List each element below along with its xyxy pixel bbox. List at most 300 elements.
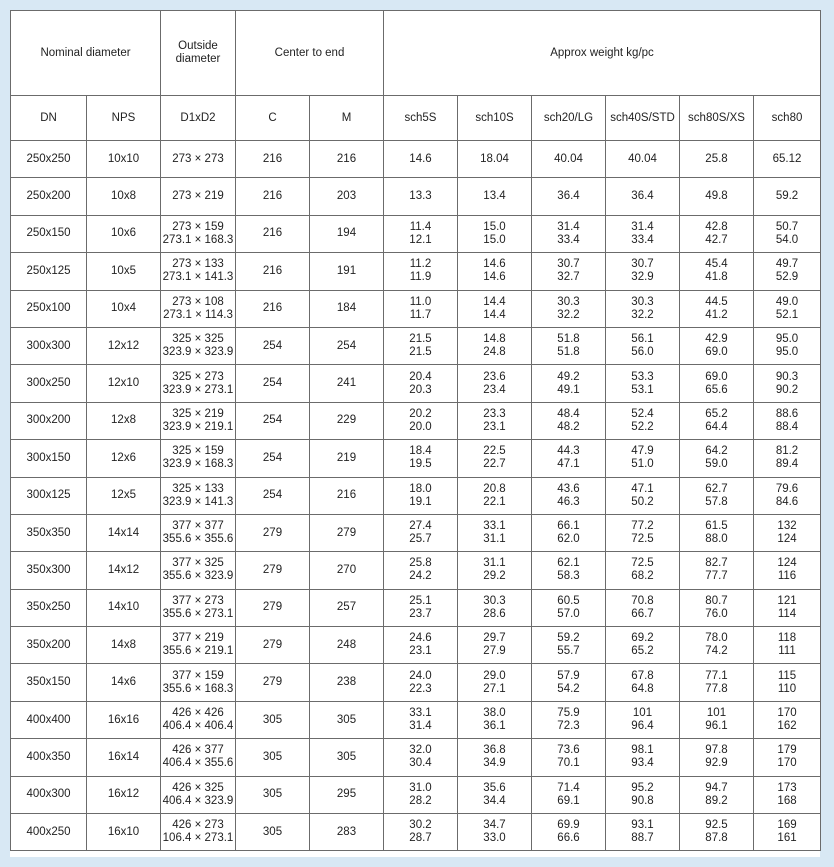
cell-line: 71.4 (557, 781, 580, 794)
cell-m: 203 (310, 178, 384, 215)
cell-s5 (384, 178, 458, 215)
cell-line: 70.8 (631, 594, 654, 607)
cell-s40 (606, 327, 680, 364)
cell-nps: 10x6 (87, 215, 161, 252)
cell-line: 161 (777, 832, 797, 845)
cell-line: 24.8 (483, 346, 506, 359)
cell-c: 254 (236, 477, 310, 514)
cell-s10 (458, 477, 532, 514)
cell-line: 11.0 (409, 295, 432, 308)
cell-line: 325 × 219 (172, 407, 224, 420)
cell-line: 33.4 (557, 233, 580, 246)
cell-line: 273 × 108 (172, 295, 224, 308)
cell-od (161, 739, 236, 776)
cell-line: 24.6 (409, 632, 432, 645)
cell-s80s (680, 365, 754, 402)
cell-line: 31.4 (409, 720, 432, 733)
cell-line: 22.5 (483, 445, 506, 458)
cell-nps: 16x12 (87, 776, 161, 813)
cell-s10 (458, 178, 532, 215)
cell-c: 279 (236, 552, 310, 589)
cell-line: 169 (777, 819, 797, 832)
cell-line: 70.1 (557, 757, 580, 770)
cell-line: 426 × 273 (172, 819, 224, 832)
table-body (11, 141, 821, 851)
cell-line: 77.1 (705, 669, 728, 682)
cell-line: 49.2 (557, 370, 580, 383)
table-row (11, 627, 821, 664)
cell-c: 279 (236, 627, 310, 664)
cell-line: 27.4 (409, 520, 432, 533)
cell-line: 31.4 (557, 220, 580, 233)
cell-s80 (754, 514, 821, 551)
cell-line: 30.7 (631, 258, 654, 271)
cell-c: 305 (236, 739, 310, 776)
cell-s20 (532, 814, 606, 851)
cell-od (161, 253, 236, 290)
cell-line: 55.7 (557, 645, 580, 658)
cell-line: 75.9 (557, 707, 580, 720)
cell-line: 88.0 (705, 533, 728, 546)
column-header: M (310, 96, 384, 141)
cell-line: 74.2 (705, 645, 728, 658)
cell-s5 (384, 589, 458, 626)
cell-line: 62.0 (557, 533, 580, 546)
cell-line: 98.1 (631, 744, 654, 757)
cell-line: 47.9 (631, 445, 654, 458)
cell-m: 191 (310, 253, 384, 290)
cell-s80 (754, 739, 821, 776)
cell-line: 14.8 (483, 333, 506, 346)
cell-s80s (680, 402, 754, 439)
cell-s5 (384, 290, 458, 327)
cell-s80s (680, 589, 754, 626)
cell-s10 (458, 253, 532, 290)
cell-s5 (384, 627, 458, 664)
cell-line: 43.6 (557, 482, 580, 495)
cell-c: 216 (236, 178, 310, 215)
cell-s80 (754, 701, 821, 738)
cell-s20 (532, 327, 606, 364)
cell-s80s (680, 514, 754, 551)
cell-s5 (384, 365, 458, 402)
cell-line: 57.9 (557, 669, 580, 682)
cell-line: 64.8 (631, 682, 654, 695)
cell-c: 254 (236, 327, 310, 364)
cell-m: 241 (310, 365, 384, 402)
header-center-to-end: Center to end (236, 11, 384, 96)
cell-line: 355.6 × 355.6 (162, 533, 234, 546)
cell-line: 31.4 (631, 220, 654, 233)
cell-s20 (532, 290, 606, 327)
cell-line: 77.8 (705, 682, 728, 695)
column-header: D1xD2 (161, 96, 236, 141)
cell-s80 (754, 776, 821, 813)
cell-s20 (532, 664, 606, 701)
cell-nps: 16x14 (87, 739, 161, 776)
cell-s80 (754, 402, 821, 439)
cell-nps: 10x4 (87, 290, 161, 327)
cell-line: 64.4 (705, 420, 728, 433)
cell-line: 50.2 (631, 495, 654, 508)
cell-line: 87.8 (705, 832, 728, 845)
cell-line: 33.4 (631, 233, 654, 246)
cell-line: 88.4 (775, 420, 799, 433)
cell-m: 283 (310, 814, 384, 851)
cell-line: 11.4 (409, 220, 432, 233)
cell-line: 116 (777, 570, 797, 583)
column-header: DN (11, 96, 87, 141)
cell-line: 69.0 (705, 346, 728, 359)
cell-s80 (754, 365, 821, 402)
cell-line: 32.0 (409, 744, 432, 757)
table-row (11, 514, 821, 551)
cell-s20 (532, 215, 606, 252)
cell-od (161, 589, 236, 626)
cell-s10 (458, 402, 532, 439)
cell-dn: 350x300 (11, 552, 87, 589)
cell-line: 89.2 (705, 794, 728, 807)
cell-line: 65.6 (705, 383, 728, 396)
cell-s80 (754, 141, 821, 178)
cell-c: 305 (236, 701, 310, 738)
cell-line: 30.3 (631, 295, 654, 308)
cell-line: 52.1 (775, 308, 799, 321)
cell-line: 51.8 (557, 333, 580, 346)
cell-dn: 350x250 (11, 589, 87, 626)
table-row (11, 215, 821, 252)
cell-line: 121 (777, 594, 797, 607)
cell-s40 (606, 589, 680, 626)
table-row (11, 701, 821, 738)
cell-s40 (606, 365, 680, 402)
cell-s40 (606, 215, 680, 252)
cell-line: 93.4 (631, 757, 654, 770)
cell-line: 426 × 426 (172, 707, 224, 720)
cell-s80 (754, 215, 821, 252)
cell-s10 (458, 776, 532, 813)
header-approx-weight: Approx weight kg/pc (384, 11, 821, 96)
cell-s80 (754, 552, 821, 589)
cell-s40 (606, 141, 680, 178)
cell-line: 24.0 (409, 669, 432, 682)
cell-line: 34.9 (483, 757, 506, 770)
cell-m: 194 (310, 215, 384, 252)
cell-s40 (606, 664, 680, 701)
cell-line: 13.3 (409, 190, 432, 203)
cell-line: 50.7 (775, 220, 799, 233)
cell-line: 406.4 × 355.6 (162, 757, 234, 770)
cell-line: 24.2 (409, 570, 432, 583)
cell-line: 173 (777, 781, 797, 794)
cell-line: 89.4 (775, 458, 799, 471)
cell-m: 279 (310, 514, 384, 551)
cell-s80 (754, 814, 821, 851)
cell-line: 80.7 (705, 594, 728, 607)
cell-line: 30.2 (409, 819, 432, 832)
cell-s20 (532, 776, 606, 813)
cell-line: 27.1 (483, 682, 506, 695)
cell-line: 426 × 325 (172, 781, 224, 794)
cell-s80s (680, 141, 754, 178)
cell-c: 279 (236, 664, 310, 701)
cell-line: 162 (777, 720, 797, 733)
cell-s80 (754, 589, 821, 626)
cell-s80s (680, 776, 754, 813)
cell-line: 23.3 (483, 407, 506, 420)
cell-nps: 10x8 (87, 178, 161, 215)
cell-s20 (532, 365, 606, 402)
column-header: sch40S/STD (606, 96, 680, 141)
cell-line: 179 (777, 744, 797, 757)
cell-nps: 14x14 (87, 514, 161, 551)
cell-line: 377 × 325 (172, 557, 224, 570)
cell-m: 254 (310, 327, 384, 364)
cell-line: 15.0 (483, 220, 506, 233)
cell-nps: 14x12 (87, 552, 161, 589)
cell-s80 (754, 477, 821, 514)
cell-line: 323.9 × 323.9 (162, 346, 234, 359)
cell-c: 305 (236, 776, 310, 813)
cell-line: 52.2 (631, 420, 654, 433)
cell-s10 (458, 627, 532, 664)
cell-line: 90.2 (775, 383, 799, 396)
cell-s80s (680, 327, 754, 364)
cell-od (161, 552, 236, 589)
table-row (11, 552, 821, 589)
cell-c: 216 (236, 253, 310, 290)
cell-line: 11.2 (409, 258, 432, 271)
cell-od (161, 776, 236, 813)
cell-line: 19.5 (409, 458, 432, 471)
cell-line: 11.9 (409, 271, 432, 284)
cell-line: 23.7 (409, 607, 432, 620)
cell-nps: 12x5 (87, 477, 161, 514)
cell-line: 377 × 159 (172, 669, 224, 682)
cell-line: 124 (777, 533, 797, 546)
cell-s80s (680, 664, 754, 701)
cell-line: 30.3 (557, 295, 580, 308)
cell-line: 78.0 (705, 632, 728, 645)
cell-line: 325 × 133 (172, 482, 224, 495)
cell-s5 (384, 440, 458, 477)
cell-line: 72.5 (631, 533, 654, 546)
cell-line: 29.2 (483, 570, 506, 583)
cell-line: 21.5 (409, 346, 432, 359)
cell-line: 94.7 (705, 781, 728, 794)
cell-line: 96.1 (705, 720, 728, 733)
cell-m: 219 (310, 440, 384, 477)
cell-line: 101 (632, 707, 653, 720)
cell-s20 (532, 627, 606, 664)
cell-s80s (680, 253, 754, 290)
cell-s40 (606, 814, 680, 851)
cell-dn: 300x300 (11, 327, 87, 364)
cell-dn: 400x300 (11, 776, 87, 813)
cell-dn: 350x150 (11, 664, 87, 701)
header-nominal-diameter: Nominal diameter (11, 11, 161, 96)
cell-line: 18.4 (409, 445, 432, 458)
cell-line: 273 × 159 (172, 220, 224, 233)
cell-s10 (458, 215, 532, 252)
cell-line: 33.1 (409, 707, 432, 720)
cell-line: 77.7 (705, 570, 728, 583)
cell-line: 11.7 (409, 308, 432, 321)
cell-s10 (458, 589, 532, 626)
pipe-fitting-table (10, 10, 821, 851)
cell-line: 355.6 × 219.1 (162, 645, 234, 658)
cell-line: 53.3 (631, 370, 654, 383)
cell-line: 97.8 (705, 744, 728, 757)
cell-line: 377 × 273 (172, 594, 224, 607)
column-header: sch10S (458, 96, 532, 141)
cell-s80s (680, 701, 754, 738)
cell-s80 (754, 664, 821, 701)
cell-m: 238 (310, 664, 384, 701)
cell-m: 305 (310, 701, 384, 738)
table-row (11, 253, 821, 290)
column-header: NPS (87, 96, 161, 141)
cell-line: 273 × 273 (172, 152, 224, 165)
cell-dn: 350x350 (11, 514, 87, 551)
cell-c: 216 (236, 290, 310, 327)
cell-line: 110 (777, 682, 797, 695)
cell-line: 28.6 (483, 607, 506, 620)
cell-line: 65.2 (705, 407, 728, 420)
cell-line: 40.04 (628, 152, 657, 165)
cell-nps: 12x6 (87, 440, 161, 477)
cell-s40 (606, 178, 680, 215)
cell-dn: 400x350 (11, 739, 87, 776)
cell-od (161, 327, 236, 364)
cell-nps: 14x6 (87, 664, 161, 701)
cell-line: 57.0 (557, 607, 580, 620)
cell-line: 41.2 (705, 308, 728, 321)
cell-nps: 14x10 (87, 589, 161, 626)
cell-line: 66.7 (631, 607, 654, 620)
cell-line: 95.2 (631, 781, 654, 794)
cell-line: 68.2 (631, 570, 654, 583)
cell-line: 62.1 (557, 557, 580, 570)
column-header: sch80S/XS (680, 96, 754, 141)
cell-line: 59.0 (705, 458, 728, 471)
cell-line: 32.7 (557, 271, 580, 284)
cell-c: 279 (236, 589, 310, 626)
cell-line: 57.8 (705, 495, 728, 508)
table-row (11, 664, 821, 701)
column-header: sch5S (384, 96, 458, 141)
cell-line: 66.6 (557, 832, 580, 845)
cell-line: 76.0 (705, 607, 728, 620)
cell-line: 56.1 (631, 333, 654, 346)
cell-m: 229 (310, 402, 384, 439)
cell-line: 19.1 (409, 495, 432, 508)
cell-line: 170 (777, 757, 797, 770)
cell-s80 (754, 253, 821, 290)
cell-line: 23.1 (409, 645, 432, 658)
cell-line: 32.2 (557, 308, 580, 321)
cell-s5 (384, 514, 458, 551)
cell-s20 (532, 402, 606, 439)
cell-s10 (458, 739, 532, 776)
cell-line: 20.2 (409, 407, 432, 420)
cell-line: 28.2 (409, 794, 432, 807)
cell-line: 36.8 (483, 744, 506, 757)
cell-line: 14.4 (483, 308, 506, 321)
cell-s80s (680, 215, 754, 252)
cell-line: 64.2 (705, 445, 728, 458)
cell-s80 (754, 440, 821, 477)
table-row (11, 290, 821, 327)
cell-line: 406.4 × 323.9 (162, 794, 234, 807)
cell-m: 184 (310, 290, 384, 327)
cell-dn: 250x100 (11, 290, 87, 327)
cell-line: 377 × 219 (172, 632, 224, 645)
cell-line: 29.0 (483, 669, 506, 682)
cell-line: 90.3 (775, 370, 799, 383)
cell-dn: 250x125 (11, 253, 87, 290)
cell-line: 355.6 × 168.3 (162, 682, 234, 695)
cell-line: 60.5 (557, 594, 580, 607)
cell-s5 (384, 477, 458, 514)
cell-line: 49.7 (775, 258, 799, 271)
cell-line: 54.2 (557, 682, 580, 695)
table-row (11, 402, 821, 439)
table-row (11, 776, 821, 813)
cell-dn: 300x200 (11, 402, 87, 439)
cell-dn: 250x200 (11, 178, 87, 215)
cell-line: 45.4 (705, 258, 728, 271)
cell-line: 30.4 (409, 757, 432, 770)
cell-s20 (532, 178, 606, 215)
cell-line: 32.9 (631, 271, 654, 284)
table-row (11, 739, 821, 776)
cell-line: 33.0 (483, 832, 506, 845)
cell-nps: 14x8 (87, 627, 161, 664)
table-row (11, 365, 821, 402)
cell-s80s (680, 178, 754, 215)
cell-s20 (532, 739, 606, 776)
cell-line: 67.8 (631, 669, 654, 682)
cell-line: 20.3 (409, 383, 432, 396)
cell-line: 51.8 (557, 346, 580, 359)
cell-s40 (606, 402, 680, 439)
cell-line: 22.3 (409, 682, 432, 695)
cell-line: 34.7 (483, 819, 506, 832)
cell-s5 (384, 327, 458, 364)
cell-nps: 16x16 (87, 701, 161, 738)
cell-c: 254 (236, 440, 310, 477)
cell-s5 (384, 739, 458, 776)
cell-line: 34.4 (483, 794, 506, 807)
cell-s10 (458, 440, 532, 477)
cell-od (161, 215, 236, 252)
cell-od (161, 701, 236, 738)
cell-line: 77.2 (631, 520, 654, 533)
cell-s5 (384, 552, 458, 589)
header-outside-diameter: Outside diameter (161, 11, 236, 96)
cell-line: 355.6 × 323.9 (162, 570, 234, 583)
cell-line: 44.3 (557, 445, 580, 458)
cell-c: 254 (236, 365, 310, 402)
cell-s40 (606, 440, 680, 477)
cell-line: 49.0 (775, 295, 799, 308)
cell-dn: 250x150 (11, 215, 87, 252)
cell-od (161, 514, 236, 551)
cell-s10 (458, 552, 532, 589)
cell-line: 42.9 (705, 333, 728, 346)
cell-m: 216 (310, 477, 384, 514)
